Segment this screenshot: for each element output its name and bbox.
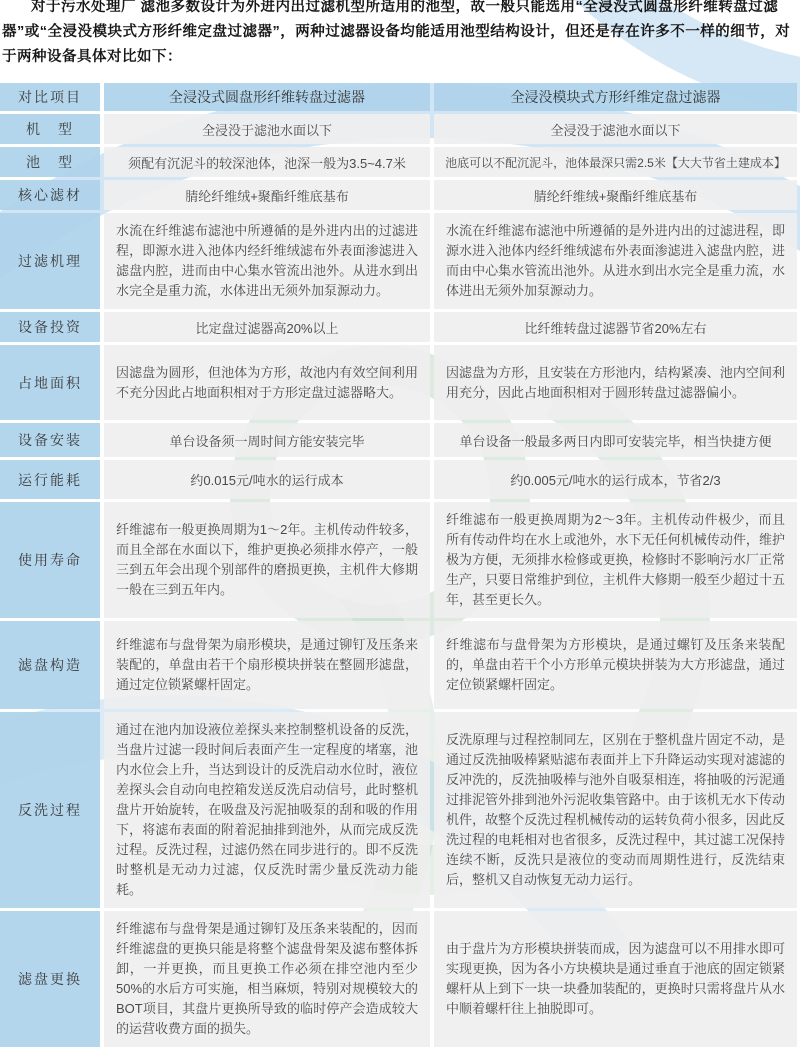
round-filter-cell: 约0.015元/吨水的运行成本 xyxy=(104,460,430,499)
round-filter-cell xyxy=(104,911,430,1047)
table-row-filtration-mechanism xyxy=(0,213,797,309)
round-filter-cell: 腈纶纤维绒+聚酯纤维底基布 xyxy=(104,180,430,210)
table-row-tank-type xyxy=(0,147,797,177)
cell-text: 反洗原理与过程控制同左，区别在于整机盘片固定不动，是通过反洗抽吸棒紧贴滤布表面并上下升降运动实现对滤滤的反冲洗的，反洗抽吸棒与池外自吸泵相连，将抽吸的污泥通过排泥管外排到池外污泥收集管路中。由于该机无水下传动机件，故整个反洗过程机械传动的运转负荷小很多，因此反洗过程的电耗相对也省很多，反洗过程中，其过滤工况保持连续不断，反洗只是液位的变动而周期性进行，反洗结束后，整机又自动恢复无动力运行。 xyxy=(446,732,785,887)
round-filter-cell xyxy=(104,213,430,309)
cell-text: 纤维滤布与盘骨架为方形模块，是通过螺钉及压条来装配的，单盘由若干个小方形单元模块拼装为大方形滤盘，通过定位锁紧螺杆固定。 xyxy=(446,637,785,692)
round-filter-cell xyxy=(104,502,430,618)
round-filter-cell: 须配有沉泥斗的较深池体，池深一般为3.5~4.7米 xyxy=(104,147,430,177)
round-filter-cell: 比定盘过滤器高20%以上 xyxy=(104,312,430,342)
square-filter-cell: 单台设备一般最多两日内即可安装完毕，相当快捷方便 xyxy=(434,423,797,457)
square-filter-cell xyxy=(434,213,797,309)
cell-text: 纤维滤布一般更换周期为2～3年。主机传动件极少，而且所有传动件均在水上或池外，水下无任何机械传动件，维护极为方便，无须排水检修或更换，检修时不影响污水厂正常生产，只要日常维护到位，主机件大修期一般至少超过十五年，甚至更长久。 xyxy=(446,512,785,607)
intro-paragraph: 对于污水处理厂 滤池多数设计为外进内出过滤机型所适用的池型，故一般只能选用“全浸没式圆盘形纤维转盘过滤器”或“全浸没模块式方形纤维定盘过滤器”，两种过滤器设备均能适用池型结构设计，但还是存在许多不一样的细节，对于两种设备具体对比如下： xyxy=(2,0,791,65)
table-row-footprint xyxy=(0,345,797,420)
round-filter-cell xyxy=(104,712,430,908)
square-filter-cell xyxy=(434,712,797,908)
row-label-cell: 反洗过程 xyxy=(0,712,100,908)
cell-text: 纤维滤布与盘骨架是通过铆钉及压条来装配的，因而纤维滤盘的更换只能是将整个滤盘骨架及滤布整体拆卸，一并更换，而且更换工作必须在排空池内至少50%的水后方可实施，相当麻烦，特别对规模较大的BOT项目，其盘片更换所导致的临时停产会造成较大的运营收费方面的损失。 xyxy=(116,921,418,1036)
row-label-cell: 占地面积 xyxy=(0,345,100,420)
cell-text: 因滤盘为圆形，但池体为方形，故池内有效空间利用不充分因此占地面积相对于方形定盘过滤器略大。 xyxy=(116,364,418,400)
round-filter-cell xyxy=(104,345,430,420)
square-filter-cell: 腈纶纤维绒+聚酯纤维底基布 xyxy=(434,180,797,210)
table-row-backwash-process xyxy=(0,712,797,908)
cell-text: 水流在纤维滤布滤池中所遵循的是外进内出的过滤进程，即源水进入池体内经纤维绒滤布外表面渗滤进入滤盘内腔，进而由中心集水管流出池外。从进水到出水完全是重力流，水体进出无须外加泵源动力。 xyxy=(116,223,418,298)
row-label-cell: 滤盘构造 xyxy=(0,621,100,709)
table-row-equipment-investment xyxy=(0,312,797,342)
cell-text: 由于盘片为方形模块拼装而成，因为滤盘可以不用排水即可实现更换，因为各小方块模块是通过垂直于池底的固定锁紧螺杆从上到下一块一块叠加装配的，更换时只需将盘片从水中顺着螺杆往上抽脱即可。 xyxy=(446,941,785,1016)
table-row-disc-structure xyxy=(0,621,797,709)
cell-text: 纤维滤布一般更换周期为1～2年。主机传动件较多，而且全部在水面以下，维护更换必须排水停产，一般三到五年会出现个别部件的磨损更换，主机件大修期一般在三到五年内。 xyxy=(116,522,418,597)
square-filter-cell: 约0.005元/吨水的运行成本，节省2/3 xyxy=(434,460,797,499)
square-filter-cell xyxy=(434,345,797,420)
table-row-machine-type xyxy=(0,114,797,144)
round-filter-cell: 全浸没于滤池水面以下 xyxy=(104,114,430,144)
round-filter-cell xyxy=(104,621,430,709)
header-cell-fixed-disc-filter: 全浸没模块式方形纤维定盘过滤器 xyxy=(434,83,797,111)
comparison-table xyxy=(0,83,797,1047)
square-filter-cell: 比纤维转盘过滤器节省20%左右 xyxy=(434,312,797,342)
row-label-cell: 机 型 xyxy=(0,114,100,144)
square-filter-cell: 全浸没于滤池水面以下 xyxy=(434,114,797,144)
header-cell-rotary-disc-filter: 全浸没式圆盘形纤维转盘过滤器 xyxy=(104,83,430,111)
row-label-cell: 设备投资 xyxy=(0,312,100,342)
square-filter-cell: 池底可以不配沉泥斗，池体最深只需2.5米【大大节省土建成本】 xyxy=(434,147,797,177)
round-filter-cell: 单台设备须一周时间方能安装完毕 xyxy=(104,423,430,457)
cell-text: 纤维滤布与盘骨架为扇形模块，是通过铆钉及压条来装配的，单盘由若干个扇形模块拼装在整圆形滤盘，通过定位锁紧螺杆固定。 xyxy=(116,637,418,692)
header-cell-compare-item: 对比项目 xyxy=(0,83,100,111)
row-label-cell: 过滤机理 xyxy=(0,213,100,309)
square-filter-cell xyxy=(434,911,797,1047)
cell-text: 因滤盘为方形，且安装在方形池内，结构紧凑、池内空间利用充分，因此占地面积相对于圆形转盘过滤器偏小。 xyxy=(446,364,785,400)
table-row-core-media xyxy=(0,180,797,210)
cell-text: 通过在池内加设液位差探头来控制整机设备的反洗，当盘片过滤一段时间后表面产生一定程度的堵塞，池内水位会上升，当达到设计的反洗启动水位时，液位差探头会自动向电控箱发送反洗启动信号，此时整机盘片开始旋转，在吸盘及污泥抽吸泵的刮和吸的作用下，将滤布表面的附着泥抽排到池外，从而完成反洗过程。反洗过程，过滤仍然在同步进行的。即不反洗时整机是无动力过滤，仅反洗时需少量反洗动力能耗。 xyxy=(116,722,418,897)
row-label-cell: 核心滤材 xyxy=(0,180,100,210)
table-header-row xyxy=(0,83,797,111)
row-label-cell: 运行能耗 xyxy=(0,460,100,499)
square-filter-cell xyxy=(434,621,797,709)
table-row-disc-replacement xyxy=(0,911,797,1047)
row-label-cell: 滤盘更换 xyxy=(0,911,100,1047)
row-label-cell: 设备安装 xyxy=(0,423,100,457)
cell-text: 水流在纤维滤布滤池中所遵循的是外进内出的过滤进程，即源水进入池体内经纤维绒滤布外表面渗滤进入滤盘内腔，进而由中心集水管流出池外。从进水到出水完全是重力流，水体进出无须外加泵源动力。 xyxy=(446,223,785,298)
table-row-operating-energy xyxy=(0,460,797,499)
table-row-installation xyxy=(0,423,797,457)
table-row-service-life xyxy=(0,502,797,618)
row-label-cell: 使用寿命 xyxy=(0,502,100,618)
square-filter-cell xyxy=(434,502,797,618)
row-label-cell: 池 型 xyxy=(0,147,100,177)
